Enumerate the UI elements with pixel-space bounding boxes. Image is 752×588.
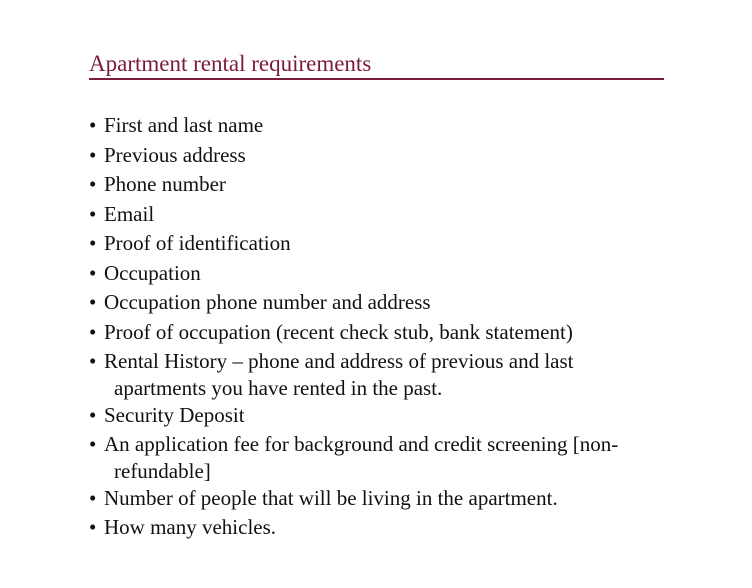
bullet-icon: • xyxy=(89,113,97,137)
list-item xyxy=(89,288,689,318)
list-item-text: Number of people that will be living in the apartment. xyxy=(104,485,558,510)
document-title: Apartment rental requirements xyxy=(89,51,372,76)
bullet-icon: • xyxy=(89,290,97,314)
list-item-text: Email xyxy=(104,201,155,226)
list-item-text: Proof of identification xyxy=(104,231,291,255)
list-item-text: An application fee for background and credit screening [non- xyxy=(104,432,619,456)
list-item-text: Proof of occupation (recent check stub, bank statement) xyxy=(104,319,573,344)
bullet-icon: • xyxy=(89,349,97,373)
list-item xyxy=(89,318,689,348)
list-item-text: Previous address xyxy=(104,142,246,167)
list-item xyxy=(89,259,689,289)
list-item-text: How many vehicles. xyxy=(104,515,277,539)
bullet-icon: • xyxy=(89,201,97,226)
title-underline xyxy=(89,78,664,80)
list-item-continuation: refundable] xyxy=(114,458,211,483)
list-item xyxy=(89,513,689,543)
list-item-text: Phone number xyxy=(104,172,226,196)
list-item xyxy=(89,430,689,484)
list-item xyxy=(89,484,689,514)
list-item xyxy=(89,170,689,200)
list-item xyxy=(89,347,689,401)
bullet-icon: • xyxy=(89,231,97,255)
bullet-icon: • xyxy=(89,485,97,510)
list-item xyxy=(89,141,689,171)
list-item-text: Rental History – phone and address of previous and last xyxy=(104,349,574,373)
bullet-icon: • xyxy=(89,432,97,456)
list-item xyxy=(89,229,689,259)
list-item-text: Occupation xyxy=(104,260,201,285)
bullet-icon: • xyxy=(89,515,97,539)
bullet-icon: • xyxy=(89,319,97,344)
list-item xyxy=(89,401,689,431)
bullet-icon: • xyxy=(89,172,97,196)
bullet-icon: • xyxy=(89,402,97,427)
bullet-icon: • xyxy=(89,142,97,167)
list-item-text: Security Deposit xyxy=(104,402,245,427)
list-item-continuation: apartments you have rented in the past. xyxy=(114,375,443,400)
list-item xyxy=(89,200,689,230)
list-item-text: Occupation phone number and address xyxy=(104,290,431,314)
bullet-icon: • xyxy=(89,260,97,285)
requirements-list xyxy=(89,111,689,543)
list-item xyxy=(89,111,689,141)
list-item-text: First and last name xyxy=(104,113,264,137)
